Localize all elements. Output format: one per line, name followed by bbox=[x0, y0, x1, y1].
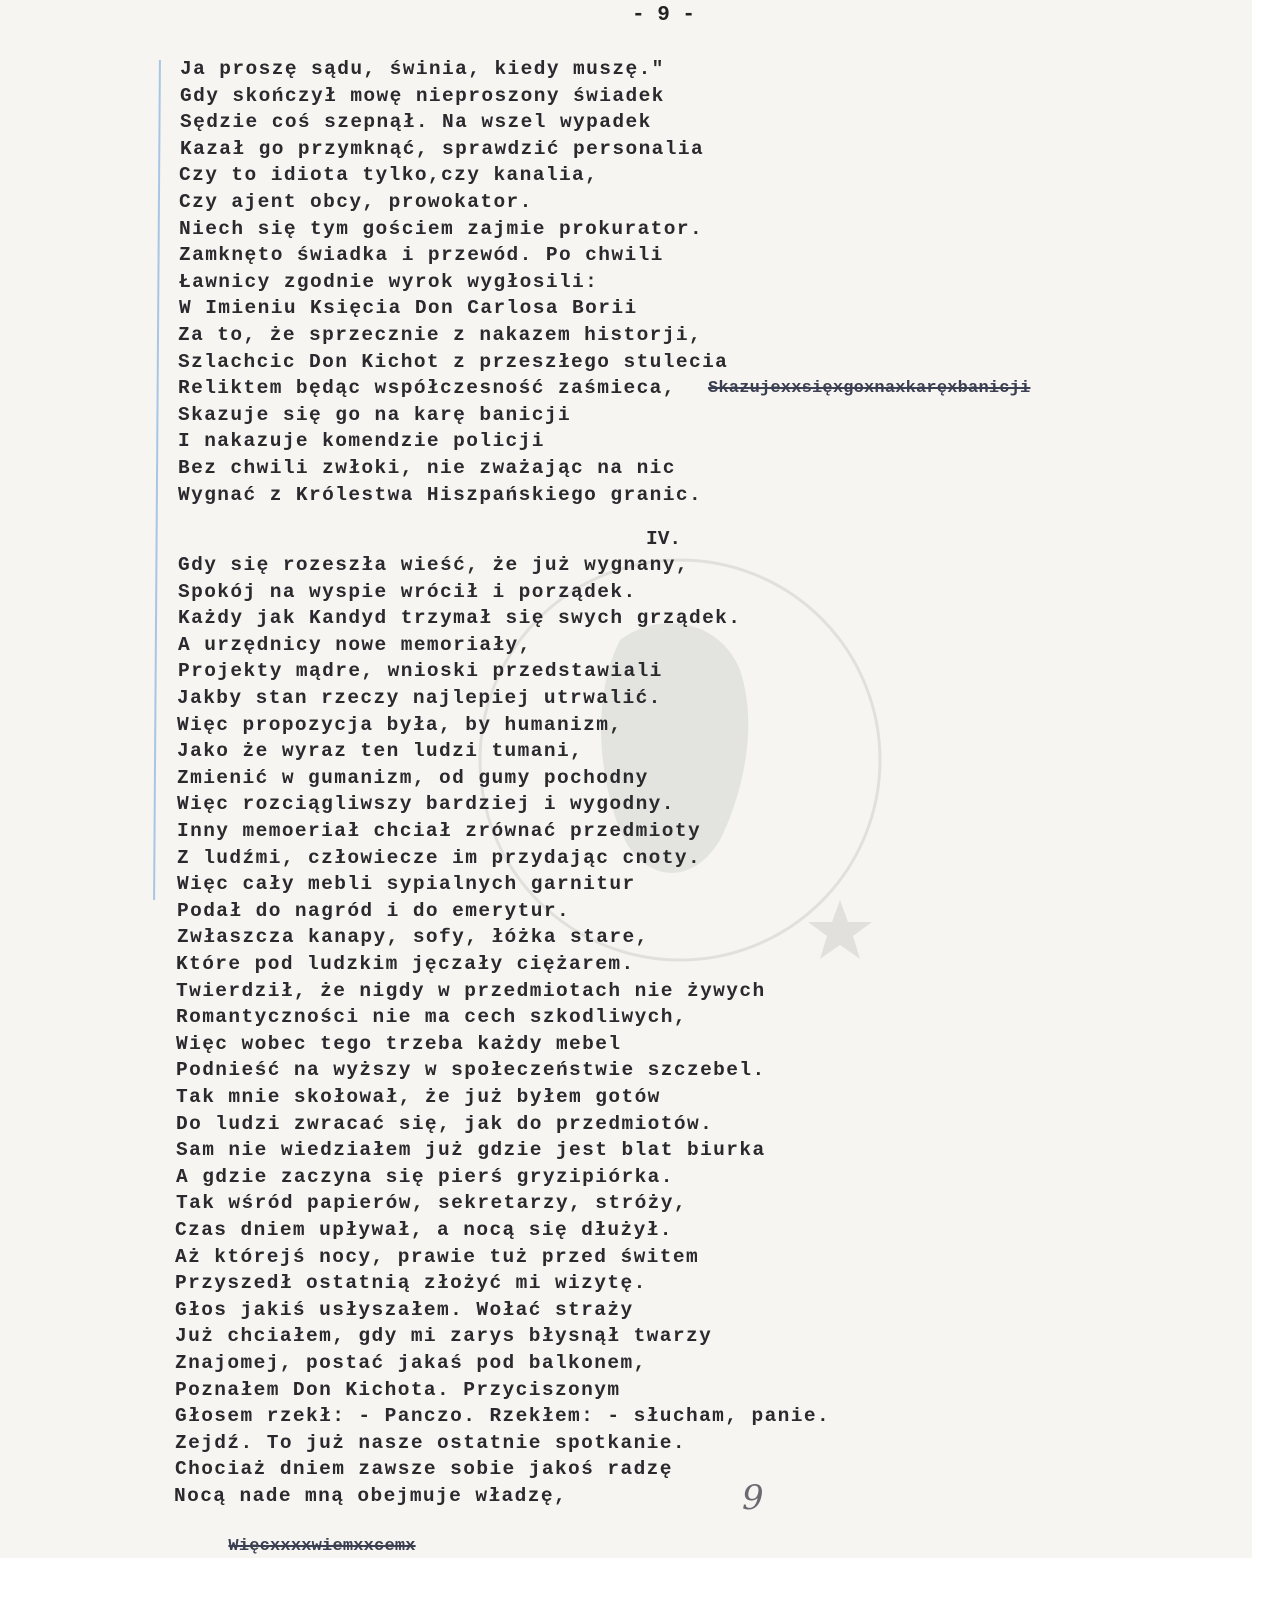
typed-line: Chociaż dniem zawsze sobie jakoś radzę bbox=[175, 1458, 673, 1481]
typed-line: Ja proszę sądu, świnia, kiedy muszę." bbox=[180, 58, 665, 80]
typed-line: Jako że wyraz ten ludzi tumani, bbox=[177, 740, 584, 763]
typed-line: Spokój na wyspie wrócił i porządek. bbox=[178, 580, 637, 603]
typed-line: Które pod ludzkim jęczały ciężarem. bbox=[176, 953, 635, 975]
typed-line: Każdy jak Kandyd trzymał się swych grządek. bbox=[178, 607, 742, 630]
page-number: - 9 - bbox=[632, 4, 696, 27]
typed-line: Sędzie coś szepnął. Na wszel wypadek bbox=[180, 111, 652, 134]
typed-line: Reliktem będąc współczesność zaśmieca, bbox=[178, 377, 676, 400]
typed-line: Niech się tym gościem zajmie prokurator. bbox=[179, 217, 704, 240]
typed-line: A urzędnicy nowe memoriały, bbox=[178, 633, 532, 656]
typed-line: Gdy się rozeszła wieść, że już wygnany, bbox=[178, 554, 689, 576]
handwritten-page-number: 9 bbox=[742, 1478, 764, 1518]
typed-line: Inny memoeriał chciał zrównać przedmioty bbox=[177, 820, 702, 842]
typed-line: Poznałem Don Kichota. Przyciszonym bbox=[175, 1378, 621, 1401]
typed-line: Aż którejś nocy, prawie tuż przed świtem bbox=[175, 1245, 700, 1268]
typed-line: Projekty mądre, wnioski przedstawiali bbox=[178, 660, 663, 683]
typed-line: Sam nie wiedziałem już gdzie jest blat biurka bbox=[176, 1139, 766, 1162]
typed-line: Więc rozciągliwszy bardziej i wygodny. bbox=[177, 793, 675, 816]
typed-line: Wygnać z Królestwa Hiszpańskiego granic. bbox=[178, 483, 703, 506]
typed-line: Znajomej, postać jakaś pod balkonem, bbox=[175, 1352, 647, 1374]
typed-line: W Imieniu Księcia Don Carlosa Borii bbox=[179, 297, 638, 320]
typed-line: Romantyczności nie ma cech szkodliwych, bbox=[176, 1006, 687, 1029]
typed-line: Już chciałem, gdy mi zarys błysnął twarzy bbox=[175, 1325, 713, 1348]
typed-line: Szlachcic Don Kichot z przeszłego stulecia bbox=[178, 350, 729, 373]
typed-line: I nakazuje komendzie policji bbox=[178, 430, 545, 453]
typed-line: Zamknęto świadka i przewód. Po chwili bbox=[179, 244, 664, 267]
typed-line: Głosem rzekł: - Panczo. Rzekłem: - słucham, panie. bbox=[175, 1405, 831, 1428]
typed-line: Tak wśród papierów, sekretarzy, stróży, bbox=[176, 1192, 687, 1215]
struck-typed-text: Skazujexxsięxgoxnaxkaręxbanicji bbox=[708, 379, 1031, 399]
typed-line: Przyszedł ostatnią złożyć mi wizytę. bbox=[175, 1272, 647, 1295]
typed-line: Z ludźmi, człowiecze im przydając cnoty. bbox=[177, 846, 702, 869]
typed-line: Więc wobec tego trzeba każdy mebel bbox=[176, 1032, 622, 1055]
blue-pencil-margin-line bbox=[153, 60, 161, 900]
typed-line: Więc propozycja była, by humanizm, bbox=[177, 713, 623, 736]
typed-line: Do ludzi zwracać się, jak do przedmiotów. bbox=[176, 1112, 714, 1135]
typed-line: Czas dniem upływał, a nocą się dłużył. bbox=[175, 1219, 673, 1241]
typed-line: Ławnicy zgodnie wyrok wygłosili: bbox=[179, 270, 599, 293]
typed-line: Głos jakiś usłyszałem. Wołać straży bbox=[175, 1298, 634, 1321]
typed-line: Za to, że sprzecznie z nakazem historji, bbox=[178, 324, 703, 346]
typed-line: Podał do nagród i do emerytur. bbox=[177, 899, 571, 922]
typed-line: Zejdź. To już nasze ostatnie spotkanie. bbox=[175, 1431, 686, 1454]
typed-line: Czy ajent obcy, prowokator. bbox=[179, 191, 533, 213]
typed-line: Tak mnie skołował, że już byłem gotów bbox=[176, 1086, 661, 1108]
typed-line: Bez chwili zwłoki, nie zważając na nic bbox=[178, 457, 676, 479]
struck-last-line bbox=[176, 1512, 416, 1558]
typed-line: Więc cały mebli sypialnych garnitur bbox=[177, 873, 636, 896]
section-heading: IV. bbox=[646, 528, 682, 550]
typed-line: Jakby stan rzeczy najlepiej utrwalić. bbox=[177, 687, 662, 709]
typed-line: Skazuje się go na karę banicji bbox=[178, 403, 572, 426]
typed-line: Kazał go przymknąć, sprawdzić personalia bbox=[180, 137, 705, 160]
struck-typed-text: Więcxxxxwiemxxcemx bbox=[228, 1537, 416, 1556]
typed-line: Gdy skończył mowę nieproszony świadek bbox=[180, 84, 665, 107]
typed-line: A gdzie zaczyna się pierś gryzipiórka. bbox=[176, 1165, 674, 1188]
typed-line: Zmienić w gumanizm, od gumy pochodny bbox=[177, 766, 649, 789]
typed-line: Podnieść na wyższy w społeczeństwie szczebel. bbox=[176, 1059, 766, 1082]
typed-line: Zwłaszcza kanapy, sofy, łóżka stare, bbox=[177, 926, 649, 949]
typed-line: Twierdził, że nigdy w przedmiotach nie żywych bbox=[176, 979, 766, 1002]
typed-line: Czy to idiota tylko,czy kanalia, bbox=[179, 164, 599, 187]
typed-line: Nocą nade mną obejmuje władzę, bbox=[174, 1485, 568, 1507]
